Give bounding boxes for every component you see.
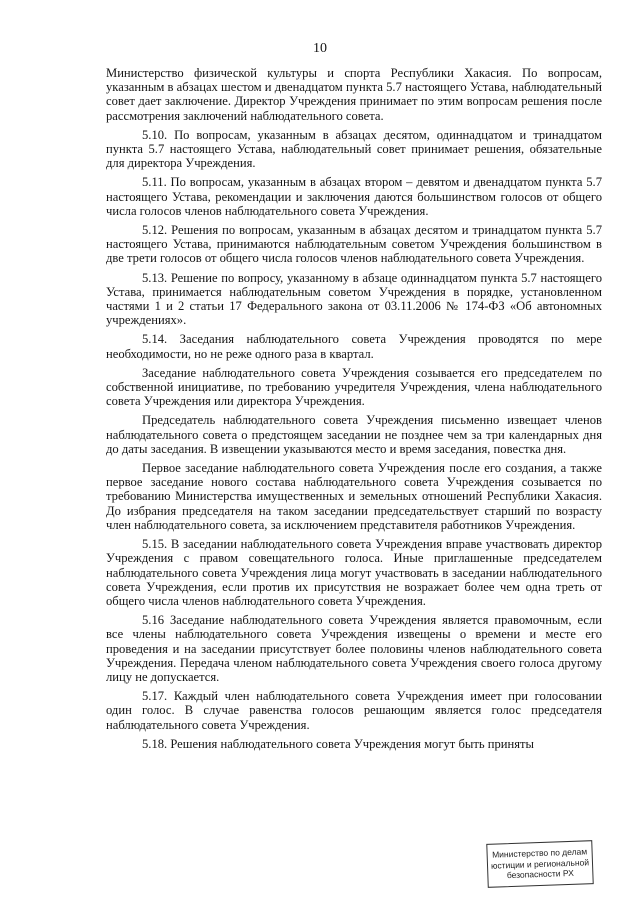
- stamp-line: безопасности РХ: [506, 867, 575, 881]
- registration-stamp: [486, 840, 593, 888]
- stamp-line: юстиции и региональной: [490, 856, 590, 871]
- paragraph: 5.15. В заседании наблюдательного совета Учреждения вправе участвовать директор Учреждения с правом совещательного голоса. Иные приглашенные председателем наблюдательного совета Учреждения лица могут участвовать в заседании наблюдательного совета Учреждения, если против их присутствия не возражает более чем одна треть от общего числа членов наблюдательного совета Учреждения.: [106, 537, 602, 608]
- paragraph: 5.10. По вопросам, указанным в абзацах десятом, одиннадцатом и тринадцатом пункта 5.7 настоящего Устава, наблюдательный совет принимает решения, обязательные для директора Учреждения.: [106, 127, 602, 171]
- page-number: 10: [313, 41, 327, 56]
- paragraph: 5.18. Решения наблюдательного совета Учреждения могут быть приняты: [142, 736, 534, 751]
- paragraph: 5.17. Каждый член наблюдательного совета Учреждения имеет при голосовании один голос. В случае равенства голосов решающим является голос председателя наблюдательного совета Учреждения.: [106, 689, 602, 732]
- document-body: [106, 66, 602, 756]
- paragraph: Заседание наблюдательного совета Учреждения созывается его председателем по собственной инициативе, по требованию учредителя Учреждения, члена наблюдательного совета Учреждения или директора Учреждения.: [106, 365, 602, 409]
- paragraph: 5.13. Решение по вопросу, указанному в абзаце одиннадцатом пункта 5.7 настоящего Устава, принимается наблюдательным советом Учреждения в порядке, установленном частями 1 и 2 статьи 17 Федерального закона от 03.11.2006 № 174-ФЗ «Об автономных учреждениях».: [106, 270, 602, 328]
- paragraph: 5.16 Заседание наблюдательного совета Учреждения является правомочным, если все члены наблюдательного совета Учреждения извещены о времени и месте его проведения и на заседании присутствует более половины членов наблюдательного совета Учреждения. Передача членом наблюдательного совета Учреждения своего голоса другому лицу не допускается.: [106, 613, 602, 684]
- paragraph: Председатель наблюдательного совета Учреждения письменно извещает членов наблюдательного совета о предстоящем заседании не позднее чем за три календарных дня до даты заседания. В извещении указываются место и время заседания, повестка дня.: [106, 413, 602, 456]
- paragraph: Министерство физической культуры и спорта Республики Хакасия. По вопросам, указанным в абзацах шестом и двенадцатом пункта 5.7 настоящего Устава, наблюдательный совет дает заключение. Директор Учреждения принимает по этим вопросам решения после рассмотрения заключений наблюдательного совета.: [106, 66, 602, 123]
- paragraph: Первое заседание наблюдательного совета Учреждения после его создания, а также первое заседание нового состава наблюдательного совета Учреждения созывается по требованию Министерства имущественных и земельных отношений Республики Хакасия. До избрания председателя на таком заседании председательствует старший по возрасту член наблюдательного совета, за исключением представителя работников Учреждения.: [106, 461, 602, 532]
- paragraph: 5.14. Заседания наблюдательного совета Учреждения проводятся по мере необходимости, но не реже одного раза в квартал.: [106, 332, 602, 361]
- stamp-line: Министерство по делам: [491, 846, 588, 860]
- paragraph: 5.12. Решения по вопросам, указанным в абзацах десятом и тринадцатом пункта 5.7 настоящего Устава, принимаются наблюдательным советом Учреждения большинством в две трети голосов от общего числа голосов членов наблюдательного совета Учреждения.: [106, 223, 602, 266]
- paragraph: 5.11. По вопросам, указанным в абзацах втором – девятом и двенадцатом пункта 5.7 настоящего Устава, рекомендации и заключения даются большинством голосов от общего числа голосов членов наблюдательного совета Учреждения.: [106, 175, 602, 218]
